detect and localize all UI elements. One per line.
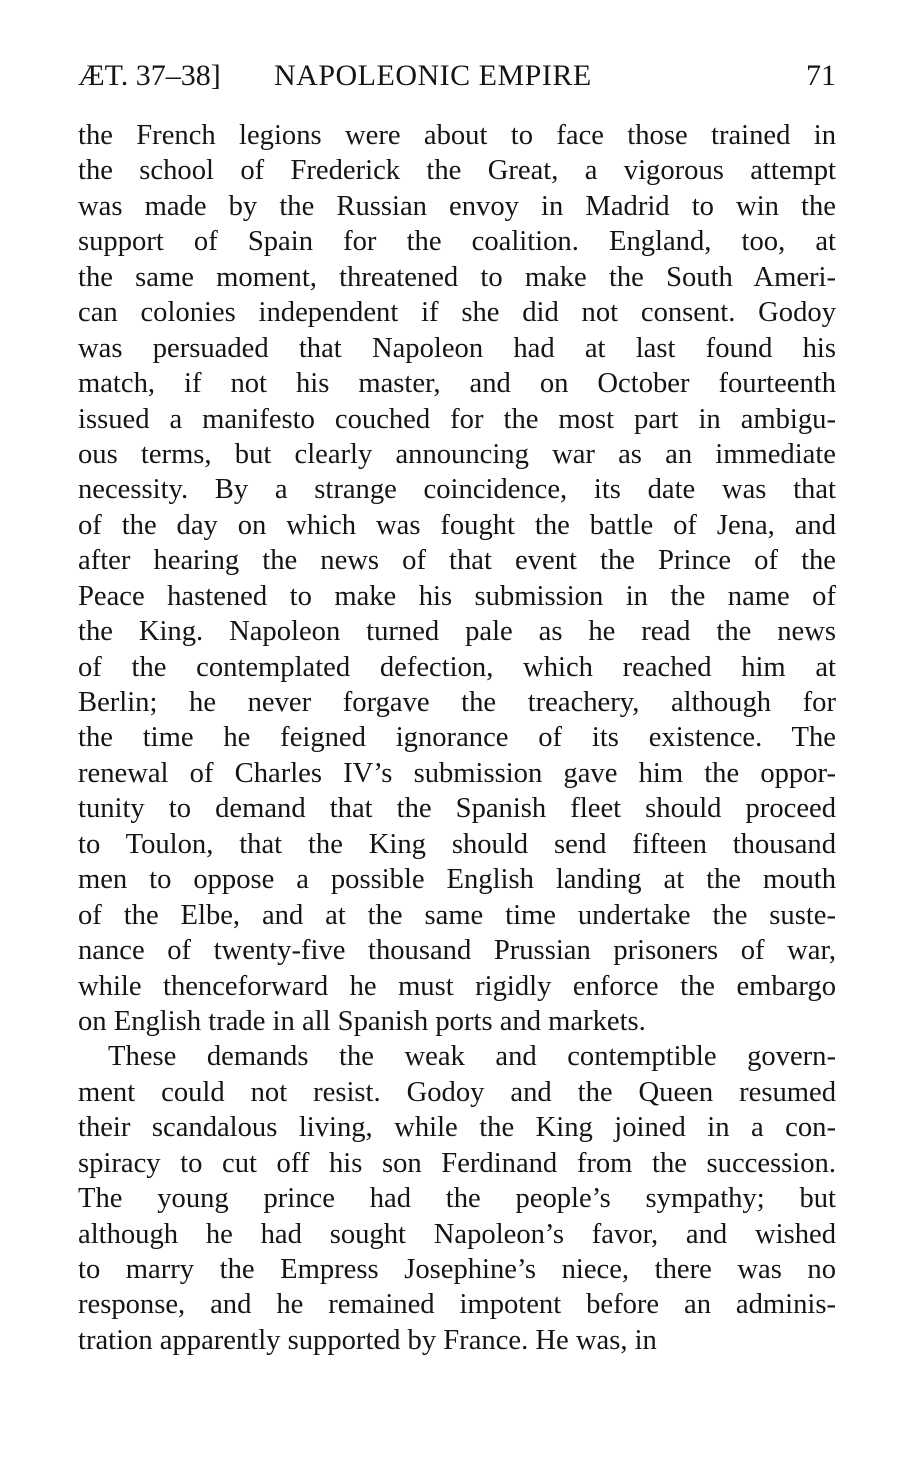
text-line: tunity to demand that the Spanish fleet should proceed (78, 793, 836, 825)
text-line: after hearing the news of that event the Prince of the (78, 545, 836, 577)
text-line: the time he feigned ignorance of its existence. The (78, 722, 836, 754)
text-line: was persuaded that Napoleon had at last found his (78, 332, 836, 364)
text-line: their scandalous living, while the King joined in a con- (78, 1112, 836, 1144)
header-title: NAPOLEONIC EMPIRE (274, 59, 592, 92)
text-line: of the Elbe, and at the same time undertake the suste- (78, 899, 836, 931)
text-line: tration apparently supported by France. He was, in (78, 1324, 657, 1356)
text-line: the French legions were about to face those trained in (78, 120, 836, 151)
text-line: while thenceforward he must rigidly enforce the embargo (78, 970, 836, 1002)
page-number: 71 (806, 59, 836, 92)
text-line: support of Spain for the coalition. England, too, at (78, 226, 836, 258)
text-line: on English trade in all Spanish ports and markets. (78, 1005, 646, 1037)
body-text (78, 118, 836, 1358)
text-line: issued a manifesto couched for the most part in ambigu- (78, 403, 836, 435)
text-line: the same moment, threatened to make the South Ameri- (78, 261, 836, 293)
text-line: renewal of Charles IV’s submission gave him the oppor- (78, 757, 836, 789)
text-line: response, and he remained impotent before an adminis- (78, 1289, 836, 1321)
text-line: match, if not his master, and on October fourteenth (78, 368, 836, 400)
text-line: ous terms, but clearly announcing war as an immediate (78, 438, 836, 470)
text-line: was made by the Russian envoy in Madrid to win the (78, 190, 836, 222)
text-line: These demands the weak and contemptible govern- (108, 1041, 836, 1073)
text-line: Peace hastened to make his submission in the name of (78, 580, 836, 612)
running-head (78, 54, 836, 98)
text-line: spiracy to cut off his son Ferdinand from the succession. (78, 1147, 836, 1179)
text-line: ment could not resist. Godoy and the Queen resumed (78, 1076, 836, 1108)
text-line: Berlin; he never forgave the treachery, although for (78, 687, 836, 718)
paragraph (78, 118, 836, 1039)
text-line: men to oppose a possible English landing at the mouth (78, 864, 836, 896)
text-line: to Toulon, that the King should send fifteen thousand (78, 828, 836, 860)
text-line: the King. Napoleon turned pale as he read the news (78, 616, 836, 648)
text-line: although he had sought Napoleon’s favor, and wished (78, 1218, 836, 1250)
header-age-reference: ÆT. 37–38] (78, 59, 221, 92)
text-line: of the day on which was fought the battle of Jena, and (78, 509, 836, 541)
text-line: to marry the Empress Josephine’s niece, there was no (78, 1254, 836, 1285)
text-line: of the contemplated defection, which reached him at (78, 651, 836, 683)
text-line: the school of Frederick the Great, a vigorous attempt (78, 155, 836, 187)
text-line: nance of twenty-five thousand Prussian prisoners of war, (78, 935, 836, 967)
text-line: necessity. By a strange coincidence, its date was that (78, 474, 836, 506)
text-line: The young prince had the people’s sympathy; but (78, 1183, 836, 1215)
text-line: can colonies independent if she did not consent. Godoy (78, 297, 836, 329)
paragraph (78, 1039, 836, 1358)
